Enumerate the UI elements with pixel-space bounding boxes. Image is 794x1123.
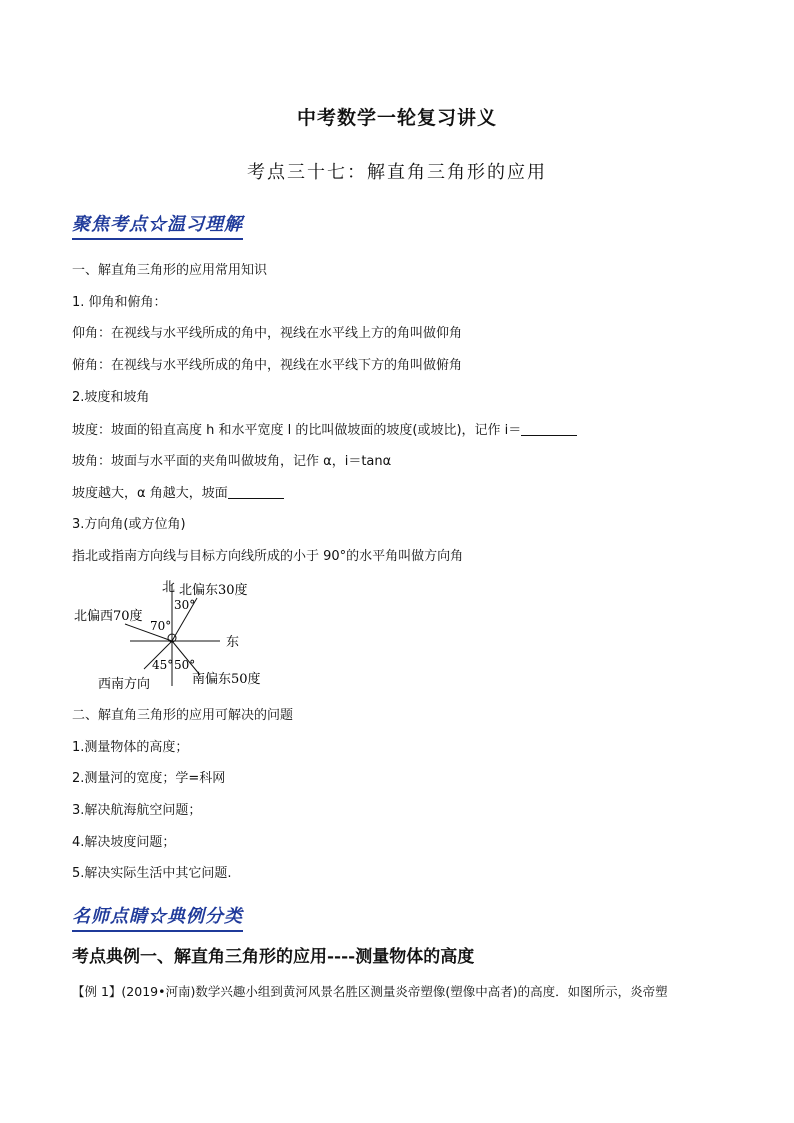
slope-definition-text: 坡度：坡面的铅直高度 h 和水平宽度 l 的比叫做坡面的坡度(或坡比)，记作 i＝ [72,423,522,438]
example-heading: 考点典例一、解直角三角形的应用----测量物体的高度 [72,947,475,967]
answer-blank [521,422,577,436]
label-angle-45: 45° [152,658,174,672]
label-angle-70: 70° [150,619,172,633]
text-slope-heading: 2.坡度和坡角 [72,390,150,405]
text-depression-angle: 俯角：在视线与水平线所成的角中，视线在水平线下方的角叫做俯角 [72,358,463,373]
text-elevation-depression: 1. 仰角和俯角： [72,295,167,310]
document-subtitle: 考点三十七：解直角三角形的应用 [247,162,547,183]
problem-item-2: 2.测量河的宽度；学=科网 [72,771,226,786]
text-direction-heading: 3.方向角(或方位角) [72,517,186,532]
document-title: 中考数学一轮复习讲义 [296,107,497,129]
label-angle-30: 30° [174,598,196,612]
label-angle-50: 50° [174,658,196,672]
label-se: 南偏东50度 [192,672,261,687]
text-slope-steepness [72,485,284,502]
label-north: 北 [162,580,176,595]
problem-item-4: 4.解决坡度问题； [72,835,176,850]
label-sw: 西南方向 [98,677,151,692]
text-direction-definition: 指北或指南方向线与目标方向线所成的小于 90°的水平角叫做方向角 [72,549,464,564]
direction-angle-diagram [68,572,288,696]
heading-knowledge: 一、解直角三角形的应用常用知识 [72,263,268,278]
section-banner-examples: 名师点睛☆典例分类 [72,902,243,932]
label-nw: 北偏西70度 [74,609,143,624]
answer-blank [228,485,284,499]
label-east: 东 [226,635,240,650]
slope-steepness-text: 坡度越大，α 角越大，坡面 [72,486,228,501]
problem-item-1: 1.测量物体的高度； [72,740,189,755]
text-elevation-angle: 仰角：在视线与水平线所成的角中，视线在水平线上方的角叫做仰角 [72,326,463,341]
heading-problems: 二、解直角三角形的应用可解决的问题 [72,708,294,723]
text-slope-definition [72,422,577,439]
problem-item-5: 5.解决实际生活中其它问题. [72,866,232,881]
text-slope-angle: 坡角：坡面与水平面的夹角叫做坡角，记作 α，i＝tanα [72,454,392,469]
problem-item-3: 3.解决航海航空问题； [72,803,202,818]
section-banner-review: 聚焦考点☆温习理解 [72,210,243,240]
example-1-text: 【例 1】(2019•河南)数学兴趣小组到黄河风景名胜区测量炎帝塑像(塑像中高者)的高度．如图所示，炎帝塑 [72,984,668,999]
label-ne: 北偏东30度 [179,583,248,598]
